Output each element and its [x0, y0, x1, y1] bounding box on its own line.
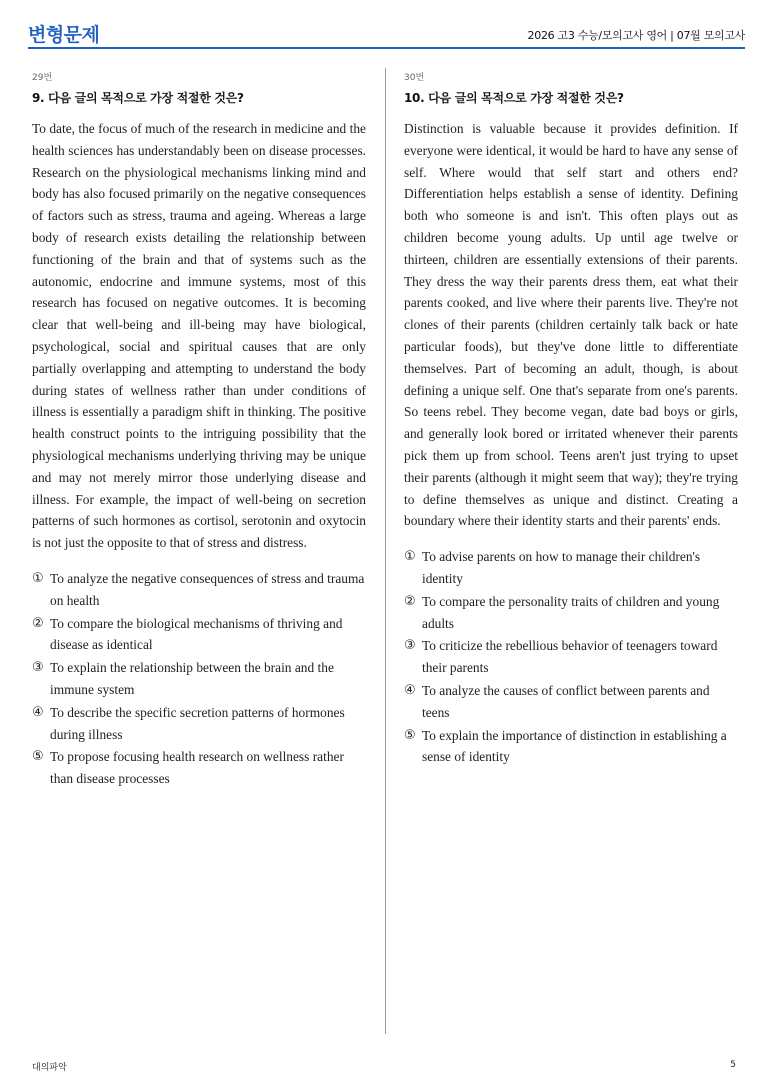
option-2[interactable]: [32, 613, 366, 657]
option-text: To criticize the rebellious behavior of teenagers toward their parents: [422, 638, 718, 676]
option-text: To compare the biological mechanisms of thriving and disease as identical: [50, 615, 343, 653]
option-mark: ③: [32, 660, 44, 676]
exam-info: 2026 고3 수능/모의고사 영어 | 07월 모의고사: [527, 29, 745, 42]
source-number: 30번: [404, 73, 425, 83]
column-divider: [385, 68, 386, 1034]
option-1[interactable]: [404, 546, 738, 590]
option-2[interactable]: [404, 591, 738, 635]
source-number: 29번: [32, 73, 53, 83]
option-text: To explain the relationship between the brain and the immune system: [50, 660, 334, 697]
option-mark: ③: [404, 638, 416, 654]
option-3[interactable]: [32, 657, 366, 701]
question-title: 10. 다음 글의 목적으로 가장 적절한 것은?: [404, 91, 624, 105]
option-4[interactable]: [32, 702, 366, 746]
option-mark: ②: [404, 593, 416, 609]
header-rule: [28, 47, 745, 49]
option-text: To propose focusing health research on wellness rather than disease processes: [50, 749, 344, 787]
option-3[interactable]: [404, 635, 738, 679]
option-text: To explain the importance of distinction in establishing a sense of identity: [422, 727, 727, 765]
option-text: To describe the specific secretion patterns of hormones during illness: [50, 704, 345, 742]
passage: Distinction is valuable because it provides definition. If everyone were identical, it would be hard to have any sense of self. Where would that self start and others end? Differentiation helps establish a sense of identity. Defining both who someone is and isn't. This often plays out as children become young adults. Up until age twelve or thirteen, children are essentially extensions of their parents. They dress the way their parents dress them, eat what their parents cooked, and live where their parents live. They're not clones of their parents (children certainly talk back or hate particular foods), but they've done little to differentiate themselves. Part of becoming an adult, though, is about defining a unique self. One that's separate from one's parents. So teens rebel. They become vegan, date bad boys or girls, and generally look bored or irritated whenever their parents pick them up from school. Teens aren't just trying to upset their parents (although it might seem that way); they're trying to define themselves as unique and distinct. Creating a boundary where their identity starts and their parents' ends.: [404, 121, 738, 529]
option-text: To compare the personality traits of children and young adults: [422, 593, 720, 631]
page-header: [28, 18, 745, 50]
page-number: 5: [730, 1060, 736, 1070]
option-mark: ①: [32, 570, 44, 586]
option-1[interactable]: [32, 568, 366, 612]
passage: To date, the focus of much of the research in medicine and the health sciences has understandably been on disease processes. Research on the physiological mechanisms linking mind and body has also focused primarily on the negative consequences of factors such as stress, trauma and ageing. Whereas a large body of research exists detailing the relationship between functioning of the brain and that of systems such as the autonomic, endocrine and immune systems, most of this research has focused on negative outcomes. It is becoming clear that well-being and ill-being may have biological, psychological, social and spiritual causes that are only partially overlapping and attempting to understand the body during states of wellness rather than under conditions of illness is essentially a paradigm shift in thinking. The positive health construct points to the intriguing possibility that the physiological mechanisms underlying thriving may be unique and may not merely mirror those underlying disease and illness. For example, the impact of well-being on secretion patterns of such hormones as cortisol, serotonin and oxytocin is not just the opposite to that of stress and distress.: [32, 121, 366, 551]
option-mark: ①: [404, 549, 416, 565]
brand-title: 변형문제: [28, 24, 100, 46]
option-text: To advise parents on how to manage their children's identity: [422, 549, 701, 586]
option-5[interactable]: [32, 746, 366, 790]
option-mark: ⑤: [32, 749, 44, 765]
answer-options: [404, 546, 738, 768]
question-9: [32, 70, 366, 791]
option-text: To analyze the negative consequences of stress and trauma on health: [50, 570, 365, 608]
option-4[interactable]: [404, 680, 738, 724]
question-title: 9. 다음 글의 목적으로 가장 적절한 것은?: [32, 91, 244, 105]
option-mark: ⑤: [404, 727, 416, 743]
option-mark: ②: [32, 615, 44, 631]
answer-options: [32, 568, 366, 790]
question-10: [404, 70, 738, 769]
option-5[interactable]: [404, 725, 738, 769]
footer-publisher: 대의파악: [32, 1063, 67, 1073]
option-mark: ④: [32, 704, 44, 720]
option-text: To analyze the causes of conflict between parents and teens: [422, 682, 710, 720]
option-mark: ④: [404, 682, 416, 698]
